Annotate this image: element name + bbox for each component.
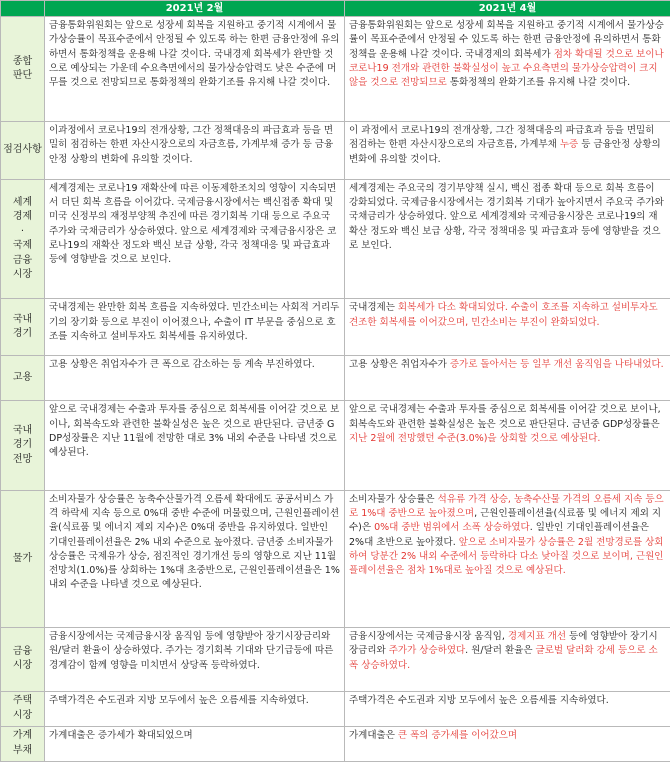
category-checkpoints <box>1 122 45 180</box>
category-overall <box>1 17 45 122</box>
body-text: 소비자물가 상승률은 <box>349 493 438 505</box>
body-text: 고용 상황은 취업자수가 큰 폭으로 감소하는 등 계속 부진하였다. <box>49 358 315 370</box>
category-label-line: 가계 <box>12 730 33 742</box>
body-text: 주택가격은 수도권과 지방 모두에서 높은 오름세를 지속하였다. <box>349 694 609 706</box>
category-prices <box>1 490 45 627</box>
category-label-line: 세계 <box>12 196 33 208</box>
row-housing <box>1 691 670 726</box>
body-text: 국내경제는 <box>349 302 398 314</box>
row-household <box>1 726 670 761</box>
body-text: 등 금융안정 상황의 변화에 유의할 것이다. <box>349 139 661 165</box>
body-text: , 근원인플레이션율(식료품 및 에너지 제외 지수)은 <box>349 508 662 534</box>
category-label-line: 시장 <box>12 709 33 721</box>
feb-cell-prices <box>45 490 345 627</box>
body-text: . 원/달러 환율은 <box>465 645 536 657</box>
row-global <box>1 179 670 299</box>
changed-text: 0%대 중반 범위에서 소폭 상승하였다 <box>374 522 530 534</box>
changed-text: 증가로 돌아서는 등 일부 개선 움직임을 나타내었다. <box>449 358 664 370</box>
body-text: 국내경제는 완만한 회복 흐름을 지속하였다. 민간소비는 사회적 거리두기의 장기화 등으로 부진이 이어졌으나, 수출이 IT 부문을 중심으로 호조를 지속하고 설비투자도 회복세를 유지하였다. <box>49 302 340 342</box>
apr-cell-prices <box>345 490 670 627</box>
category-label-line: 고용 <box>12 371 33 383</box>
feb-cell-employment <box>45 355 345 400</box>
apr-cell-global <box>345 179 670 299</box>
changed-text: 주가가 상승하였다 <box>388 645 466 657</box>
changed-text: 회복세가 다소 확대되었다. 수출이 호조를 지속하고 설비투자도 견조한 회복세를 이어갔으며, 민간소비는 부진이 완화되었다. <box>349 302 658 328</box>
body-text: 금융통화위원회는 앞으로 성장세 회복을 지원하고 중기적 시계에서 물가상승률이 목표수준에서 안정될 수 있도록 하는 한편 금융안정에 유의하면서 통화정책을 운용해 나갈 것이다. 국내경제의 회복세가 <box>349 20 664 60</box>
category-label-line: 경기 <box>12 328 33 340</box>
body-text: 소비자물가 상승률은 농축수산물가격 오름세 확대에도 공공서비스 가격 하락세 지속 등으로 0%대 중반 수준에 머물렀으며, 근원인플레이션율(식료품 및 에너지 제외 지수)은 0%대 중반을 유지하였다. 일반인 기대인플레이션율은 2% 내외 수준으로 높아졌다. 금년중 소비자물가 상승률은 국제유가 상승, 점진적인 경기개선 등의 영향으로 지난 11월 전망치(1.0%)를 상회하는 1%대 초중반으로, 근원인플레이션율은 1% 내외 수준을 나타낼 것으로 예상된다. <box>49 493 340 591</box>
feb-cell-household <box>45 726 345 761</box>
feb-cell-overall <box>45 17 345 122</box>
body-text: 등에 영향받아 장기시장금리와 <box>349 631 658 657</box>
body-text: 앞으로 국내경제는 수출과 투자를 중심으로 회복세를 이어갈 것으로 보이나, 회복속도와 관련한 불확실성은 높은 것으로 판단된다. 금년중 GDP성장률은 <box>349 404 661 430</box>
apr-cell-checkpoints <box>345 122 670 180</box>
header-corner <box>1 1 45 17</box>
category-label-line: 금융 <box>12 254 33 266</box>
feb-cell-financial <box>45 628 345 692</box>
row-overall <box>1 17 670 122</box>
feb-cell-checkpoints <box>45 122 345 180</box>
header-row <box>1 1 670 17</box>
body-text: 세계경제는 코로나19 재확산에 따른 이동제한조치의 영향이 지속되면서 더딘 회복 흐름을 이어갔다. 국제금융시장에서는 백신접종 확대 및 미국 신정부의 재정부양책 추진에 따른 경기회복 기대 등으로 주요국 주가와 국채금리가 상승하였다. 앞으로 세계경제와 국제금융시장은 코로나19의 재확산 정도와 백신 보급 상황, 각국 정책대응 및 파급효과 등에 영향받을 것으로 보인다. <box>49 182 337 266</box>
body-text: 가계대출은 증가세가 확대되었으며 <box>49 729 193 741</box>
body-text: 주택가격은 수도권과 지방 모두에서 높은 오름세를 지속하였다. <box>49 694 309 706</box>
category-label-line: 종합 <box>12 55 33 67</box>
body-text: 앞으로 국내경제는 수출과 투자를 중심으로 회복세를 이어갈 것으로 보이나, 회복속도와 관련한 불확실성은 높은 것으로 판단된다. 금년중 GDP성장률은 지난 11월에 전망한 대로 3% 내외 수준을 나타낼 것으로 예상된다. <box>49 404 340 459</box>
category-domestic <box>1 299 45 356</box>
header-feb-2021: 2021년 2월 <box>45 1 345 17</box>
changed-text: 점차 확대될 것으로 보이나 코로나19 전개와 관련한 불확실성이 높고 수요측면의 물가상승압력이 크지 않을 것으로 전망되므로 <box>349 48 664 88</box>
category-household <box>1 726 45 761</box>
body-text: 금융시장에서는 국제금융시장 움직임, <box>349 631 508 642</box>
category-label-line: 국내 <box>12 424 33 436</box>
category-label-line: 금융 <box>12 645 33 657</box>
apr-cell-outlook <box>345 401 670 491</box>
category-label-line: 판단 <box>12 70 33 82</box>
category-label-line: 국제 <box>12 240 33 252</box>
category-label-line: 시장 <box>12 660 33 672</box>
changed-text: 석유류 가격 상승, 농축수산물 가격의 오름세 지속 등으로 1%대 중반으로 높아졌으며 <box>349 493 664 520</box>
changed-text: 글로벌 달러화 강세 등으로 소폭 상승하였다. <box>349 645 658 671</box>
category-label-line: 경제 <box>12 211 33 223</box>
changed-text: 지난 2월에 전망했던 수준(3.0%)을 상회할 것으로 예상된다. <box>349 432 601 444</box>
row-domestic <box>1 299 670 356</box>
body-text: 이과정에서 코로나19의 전개상황, 그간 정책대응의 파급효과 등을 면밀히 점검하는 한편 자산시장으로의 자금흐름, 가계부채 증가 등 금융안정 상황의 변화에 유의할 것이다. <box>49 125 334 165</box>
body-text: 이 과정에서 코로나19의 전개상황, 그간 정책대응의 파급효과 등을 면밀히 점검하는 한편 자산시장으로의 자금흐름, 가계부채 <box>349 125 655 151</box>
apr-cell-domestic <box>345 299 670 356</box>
category-label-line: 물가 <box>12 552 33 564</box>
header-apr-2021: 2021년 4월 <box>345 1 670 17</box>
feb-cell-outlook <box>45 401 345 491</box>
changed-text: 누증 <box>559 139 579 151</box>
body-text: 통화정책의 완화기조를 유지해 나갈 것이다. <box>446 77 631 88</box>
category-label-line: 부채 <box>12 744 33 756</box>
apr-cell-housing <box>345 691 670 726</box>
category-label-line: 경기 <box>12 439 33 451</box>
category-label-line: 전망 <box>12 453 33 465</box>
feb-cell-domestic <box>45 299 345 356</box>
apr-cell-overall <box>345 17 670 122</box>
apr-cell-employment <box>345 355 670 400</box>
row-checkpoints <box>1 122 670 180</box>
feb-cell-housing <box>45 691 345 726</box>
category-label-line: 주택 <box>12 695 33 707</box>
body-text: 고용 상황은 취업자수가 <box>349 358 450 370</box>
row-prices <box>1 490 670 627</box>
body-text: 가계대출은 <box>349 729 398 741</box>
category-employment <box>1 355 45 400</box>
body-text: 금융통화위원회는 앞으로 성장세 회복을 지원하고 중기적 시계에서 물가상승률이 목표수준에서 안정될 수 있도록 하는 한편 금융안정에 유의하면서 통화정책을 운용해 나갈 것이다. 국내경제 회복세가 완만할 것으로 예상되는 가운데 수요측면에서의 물가상승압력도 낮은 수준에 머무를 것으로 전망되므로 통화정책의 완화기조를 유지해 나갈 것이다. <box>49 20 340 88</box>
category-label-line: 점검사항 <box>3 144 42 156</box>
row-financial <box>1 628 670 692</box>
category-financial <box>1 628 45 692</box>
row-employment <box>1 355 670 400</box>
category-label-line: · <box>20 225 25 237</box>
category-outlook <box>1 401 45 491</box>
apr-cell-financial <box>345 628 670 692</box>
changed-text: 큰 폭의 증가세를 이어갔으며 <box>397 729 518 741</box>
changed-text: 경제지표 개선 <box>507 631 567 642</box>
category-global <box>1 179 45 299</box>
body-text: 금융시장에서는 국제금융시장 움직임 등에 영향받아 장기시장금리와 원/달러 환율이 상승하였다. 주가는 경기회복 기대와 단기급등에 따른 경계감이 함께 영향을 미치면서 상당폭 등락하였다. <box>49 631 334 671</box>
category-label-line: 시장 <box>12 269 33 281</box>
category-housing <box>1 691 45 726</box>
changed-text: 앞으로 소비자물가 상승률은 2월 전망경로를 상회하여 당분간 2% 내외 수준에서 등락하다 다소 낮아질 것으로 보이며, 근원인플레이션율은 점차 1%대로 높아질 것으로 예상된다. <box>349 536 664 577</box>
category-label-line: 국내 <box>12 313 33 325</box>
row-outlook <box>1 401 670 491</box>
body-text: . 일반인 기대인플레이션율은 2%대 초반으로 높아졌다. <box>349 522 649 548</box>
feb-cell-global <box>45 179 345 299</box>
body-text: 세계경제는 주요국의 경기부양책 실시, 백신 접종 확대 등으로 회복 흐름이 강화되었다. 국제금융시장에서는 경기회복 기대가 높아지면서 주요국 주가와 국채금리가 상승하였다. 앞으로 세계경제와 국제금융시장은 코로나19의 재확산 정도와 백신 보급 상황, 각국 정책대응 및 파급효과 등에 영향받을 것으로 보인다. <box>349 182 664 251</box>
apr-cell-household <box>345 726 670 761</box>
